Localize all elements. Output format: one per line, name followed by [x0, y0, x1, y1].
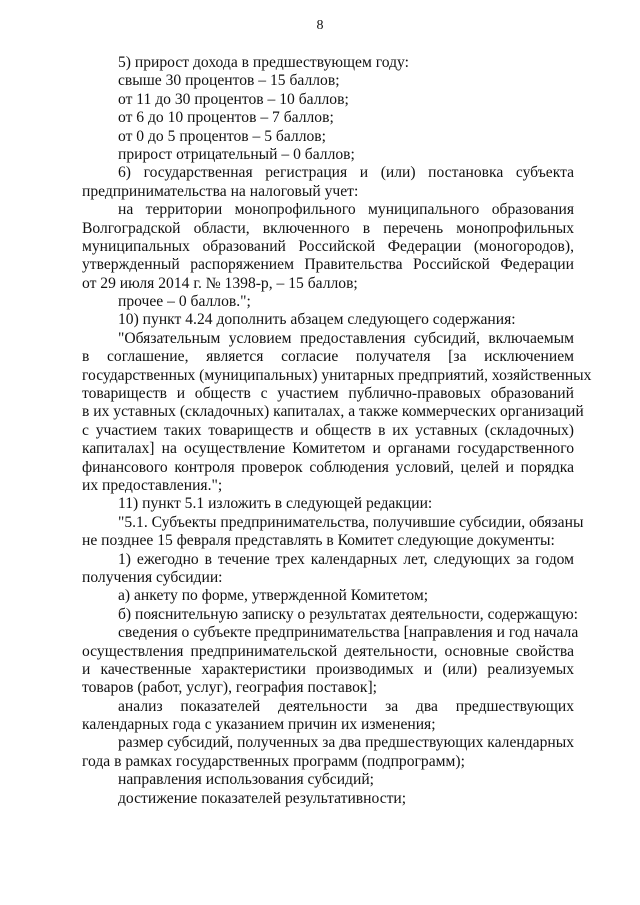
text-line: муниципальных образований Российской Федерации (моногородов), [82, 237, 574, 255]
text-line: анализ показателей деятельности за два предшествующих [118, 697, 574, 715]
text-line: товаров (работ, услуг), география поставок]; [82, 679, 377, 697]
text-line: на территории монопрофильного муниципального образования [118, 201, 574, 219]
text-line: получения субсидии: [82, 568, 223, 586]
text-line: 10) пункт 4.24 дополнить абзацем следующего содержания: [118, 311, 516, 329]
text-line: б) пояснительную записку о результатах деятельности, содержащую: [118, 605, 578, 623]
text-line: прочее – 0 баллов."; [118, 293, 251, 311]
text-line: предпринимательства на налоговый учет: [82, 182, 359, 200]
text-line: направления использования субсидий; [118, 771, 375, 789]
text-line: товариществ и обществ с участием публично-правовых образований [82, 385, 574, 403]
text-line: утвержденный распоряжением Правительства Российской Федерации [82, 256, 574, 274]
text-line: 6) государственная регистрация и (или) постановка субъекта [118, 164, 574, 182]
text-line: прирост отрицательный – 0 баллов; [118, 145, 355, 163]
text-line: года в рамках государственных программ (подпрограмм); [82, 752, 465, 770]
text-line: и качественные характеристики производимых и (или) реализуемых [82, 660, 574, 678]
text-line: от 11 до 30 процентов – 10 баллов; [118, 90, 349, 108]
text-line: размер субсидий, полученных за два предшествующих календарных [118, 734, 574, 752]
text-line: 5) прирост дохода в предшествующем году: [118, 54, 409, 71]
text-line: сведения о субъекте предпринимательства [направления и год начала [118, 624, 579, 642]
text-line: от 6 до 10 процентов – 7 баллов; [118, 109, 334, 127]
text-line: в соглашение, является согласие получателя [за исключением [82, 348, 574, 366]
text-line: с участием таких товариществ и обществ в их уставных (складочных) [82, 421, 574, 439]
text-line: 11) пункт 5.1 изложить в следующей редакции: [118, 495, 433, 513]
text-line: финансового контроля проверок соблюдения условий, целей и порядка [82, 458, 574, 476]
text-line: "5.1. Субъекты предпринимательства, получившие субсидии, обязаны [118, 513, 584, 531]
text-line: "Обязательным условием предоставления субсидий, включаемым [118, 329, 574, 347]
text-line: а) анкету по форме, утвержденной Комитетом; [118, 587, 429, 605]
text-line: календарных года с указанием причин их изменения; [82, 716, 436, 734]
text-line: достижение показателей результативности; [118, 789, 407, 807]
text-line: свыше 30 процентов – 15 баллов; [118, 72, 340, 90]
text-line: в их уставных (складочных) капиталах, а также коммерческих организаций [82, 403, 584, 421]
page-number: 8 [316, 18, 324, 33]
text-line: от 29 июля 2014 г. № 1398-р, – 15 баллов; [82, 274, 358, 292]
text-line: не позднее 15 февраля представлять в Комитет следующие документы: [82, 532, 555, 550]
text-line: осуществления предпринимательской деятельности, основные свойства [82, 642, 574, 660]
text-line: их предоставления."; [82, 476, 223, 494]
document-body [82, 54, 592, 808]
text-line: Волгоградской области, включенного в перечень монопрофильных [82, 219, 574, 237]
text-line: 1) ежегодно в течение трех календарных лет, следующих за годом [118, 550, 574, 568]
text-line: от 0 до 5 процентов – 5 баллов; [118, 127, 326, 145]
text-line: капиталах] на осуществление Комитетом и органами государственного [82, 440, 574, 458]
text-line: государственных (муниципальных) унитарных предприятий, хозяйственных [82, 366, 592, 384]
